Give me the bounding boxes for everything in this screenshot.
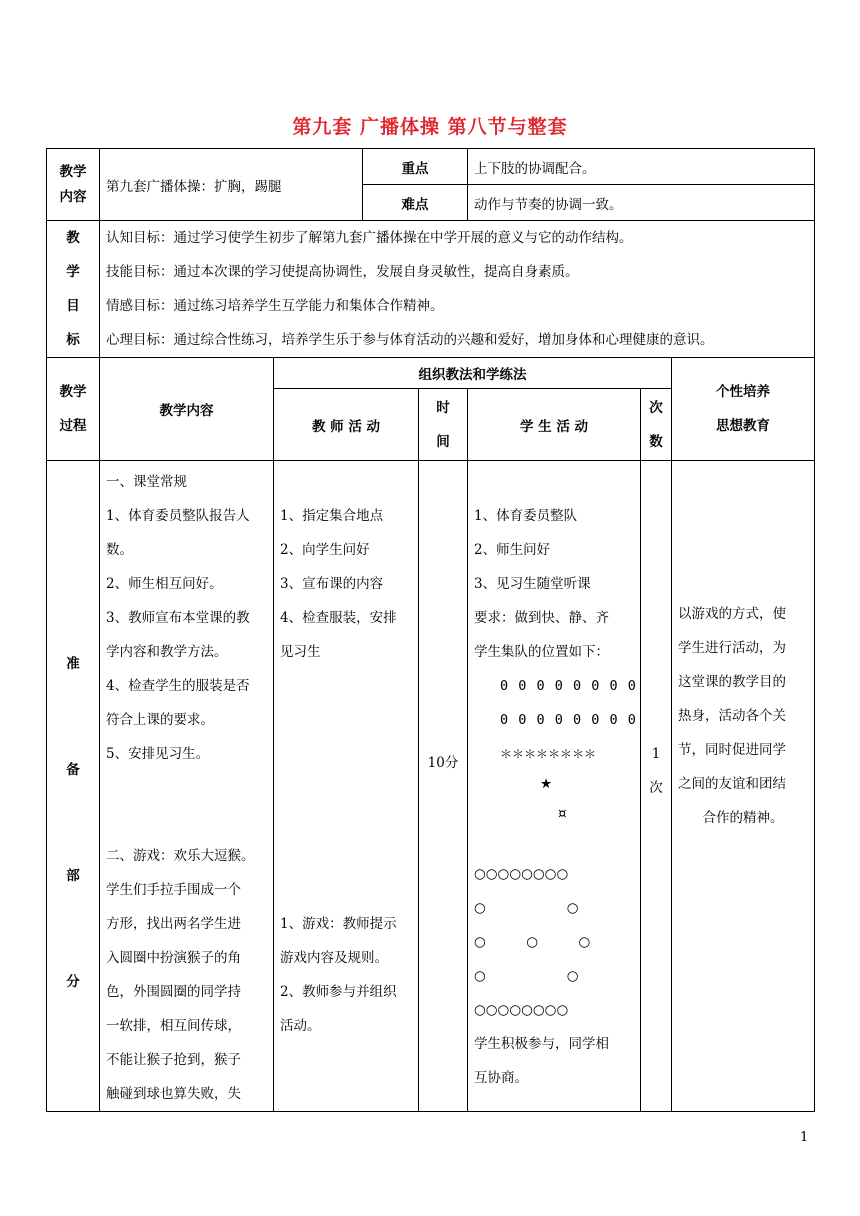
square-row: ○ ○ ○: [474, 934, 591, 950]
count-header: 次 数: [641, 389, 672, 461]
page-number: 1: [800, 1130, 809, 1145]
square-row: ○○○○○○○○: [474, 866, 569, 882]
prep-teacher-activities: 1、指定集合地点 2、向学生问好 3、宣布课的内容 4、检查服装，安排 见习生 1、游戏：教师提示 游戏内容及规则。 2、教师参与并组织 活动。: [274, 461, 419, 1112]
prep-content: 一、课堂常规 1、体育委员整队报告人 数。 2、师生相互问好。 3、教师宣布本堂课的教 学内容和教学方法。 4、检查学生的服装是否 符合上课的要求。 5、安排见习生。 二、游戏：欢乐大逗猴。 学生们手拉手围成一个 方形，找出两名学生进 入圆圈中扮演猴子的角 色，外围圆圈的同学持 一软排，相互间传球， 不能让猴子抢到，猴子 触碰到球也算失败，失: [100, 461, 274, 1112]
prep-personal: 以游戏的方式，使 学生进行活动，为 这堂课的教学目的 热身，活动各个关 节，同时促进同学 之间的友谊和团结 合作的精神。: [672, 461, 815, 1112]
goal-item: 认知目标：通过学习使学生初步了解第九套广播体操在中学开展的意义与它的动作结构。: [106, 230, 633, 246]
content-value: 第九套广播体操：扩胸，踢腿: [100, 149, 363, 221]
formation-row: 0 0 0 0 0 0 0 0: [500, 712, 637, 728]
goals-label-cell: 教 学 目 标: [47, 221, 100, 358]
personal-header: 个性培养 思想教育: [672, 358, 815, 461]
goal-item: 心理目标：通过综合性练习，培养学生乐于参与体育活动的兴趣和爱好，增加身体和心理健康的意识。: [106, 332, 714, 348]
formation-row: ＊＊＊＊＊＊＊＊: [500, 747, 597, 761]
key-label: 重点: [363, 149, 468, 185]
square-row: ○○○○○○○○: [474, 1002, 569, 1018]
square-row: ○ ○: [474, 900, 579, 916]
observer-position-icon: ¤: [558, 806, 567, 822]
formation-row: 0 0 0 0 0 0 0 0: [500, 678, 637, 694]
lesson-plan-table: [46, 148, 815, 1112]
goals-list: [100, 221, 815, 358]
content-label-cell: 教学 内容: [47, 149, 100, 221]
teacher-header: 教 师 活 动: [274, 389, 419, 461]
time-header: 时 间: [419, 389, 468, 461]
prep-section-label: 准 备 部 分: [47, 461, 100, 1112]
key-value: 上下肢的协调配合。: [468, 149, 815, 185]
difficulty-label: 难点: [363, 185, 468, 221]
prep-student-activities: 1、体育委员整队 2、师生问好 3、见习生随堂听课 要求：做到快、静、齐 学生集队的位置如下： 0 0 0 0 0 0 0 0 0 0 0 0 0 0 0 0 ＊＊＊＊＊＊＊＊ ★ ¤ ○○○○○○○○ ○ ○ ○ ○ ○ ○ ○ ○○○○○○○○ 学生积极参与，同学相 互协商。: [468, 461, 641, 1112]
prep-time: 10分: [419, 461, 468, 1112]
method-group-header: 组织教法和学练法: [274, 358, 672, 389]
content-header: 教学内容: [100, 358, 274, 461]
square-row: ○ ○: [474, 968, 579, 984]
goal-item: 情感目标：通过练习培养学生互学能力和集体合作精神。: [106, 298, 444, 314]
teacher-position-icon: ★: [540, 776, 553, 792]
document-title: 第九套 广播体操 第八节与整套: [292, 116, 568, 138]
goal-item: 技能目标：通过本次课的学习使提高协调性，发展自身灵敏性，提高自身素质。: [106, 264, 579, 280]
prep-count: 1 次: [641, 461, 672, 1112]
difficulty-value: 动作与节奏的协调一致。: [468, 185, 815, 221]
process-header: 教学 过程: [47, 358, 100, 461]
student-header: 学 生 活 动: [468, 389, 641, 461]
